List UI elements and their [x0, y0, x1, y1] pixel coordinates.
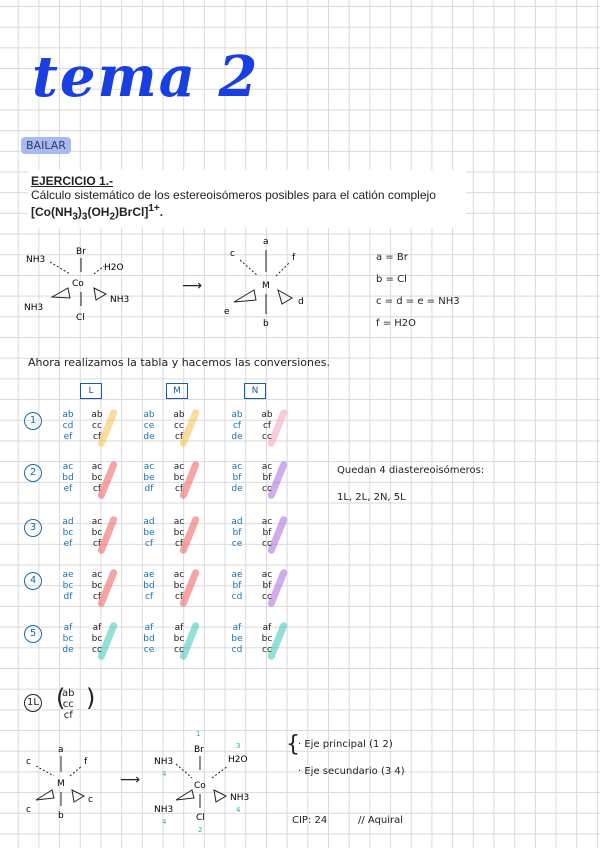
- priority-number: 2: [198, 826, 203, 834]
- ligand-pair: cf: [92, 539, 102, 549]
- priority-number: 3: [236, 742, 241, 750]
- ligand-a: a: [58, 745, 64, 755]
- ligand-upper-right: H2O: [104, 263, 124, 273]
- ligand-pair: ac: [91, 517, 103, 527]
- ligand-h2o: H2O: [228, 755, 248, 765]
- row-number: 1: [24, 412, 42, 430]
- ligand-pair: ab: [231, 410, 243, 420]
- priority-number: 4: [162, 818, 167, 826]
- ligand-pair: bc: [173, 581, 185, 591]
- ligand-pair: ac: [261, 517, 273, 527]
- table-cell: [256, 410, 278, 443]
- ligand-pair: ac: [261, 462, 273, 472]
- ligand-pair: bc: [91, 634, 103, 644]
- exercise-text: Cálculo sistemático de los estereoisómeros posibles para el catión complejo: [31, 188, 436, 202]
- metal-center: Co: [194, 781, 206, 791]
- table-intro: Ahora realizamos la tabla y hacemos las conversiones.: [28, 356, 330, 369]
- page-title: tema 2: [32, 44, 260, 110]
- ligand-pair: ab: [261, 410, 273, 420]
- ligand-pair: bc: [173, 528, 185, 538]
- priority-number: 1: [196, 730, 201, 738]
- exercise-formula: $[Co(NH_3)_3(OH_2)BrCl]^{1+}$.: [31, 203, 164, 223]
- result-list: 1L, 2L, 2N, 5L: [337, 492, 406, 503]
- ligand-nh3: NH3: [154, 805, 174, 815]
- ligand-pair: cc: [174, 421, 184, 431]
- table-cell: [226, 410, 248, 443]
- table-cell: [168, 410, 190, 443]
- ligand-pair: be: [143, 473, 155, 483]
- ligand-pair: ef: [63, 432, 73, 442]
- ligand-pair: bd: [143, 634, 155, 644]
- ligand-pair: ad: [143, 517, 155, 527]
- ligand-pair: ac: [173, 570, 185, 580]
- reaction-arrow: ⟶: [182, 278, 203, 294]
- ligand-pair: cf: [92, 432, 102, 442]
- isomer-matrix: [62, 688, 74, 721]
- section-tag: BAILAR: [21, 137, 71, 154]
- legend-item: c = d = e = NH3: [376, 296, 460, 307]
- ligand-pair: ac: [173, 517, 185, 527]
- complex-diagram-m: [220, 232, 320, 332]
- ligand-f: f: [292, 253, 296, 263]
- table-cell: [168, 623, 190, 656]
- ligand-pair: af: [232, 623, 242, 633]
- complex-diagram-cip: [150, 728, 270, 838]
- ligand-pair: de: [62, 645, 74, 655]
- ligand-pair: cd: [231, 645, 243, 655]
- ligand-c: c: [88, 795, 93, 805]
- ligand-a: a: [263, 237, 269, 247]
- ligand-pair: de: [231, 484, 243, 494]
- row-number: 4: [24, 572, 42, 590]
- ligand-pair: af: [174, 623, 184, 633]
- cip-value: CIP: 24: [292, 815, 328, 826]
- axes-brace: {: [286, 732, 300, 757]
- result-text: Quedan 4 diastereoisómeros:: [337, 465, 485, 476]
- column-header-n: N: [244, 383, 266, 399]
- ligand-pair: cc: [92, 421, 102, 431]
- ligand-pair: cf: [144, 592, 154, 602]
- ligand-pair: df: [144, 484, 154, 494]
- matrix-row: cf: [63, 710, 73, 721]
- table-cell: [256, 517, 278, 550]
- ligand-pair: be: [231, 634, 243, 644]
- ligand-pair: cc: [262, 484, 272, 494]
- ligand-pair: bc: [62, 581, 74, 591]
- ligand-pair: cd: [62, 421, 74, 431]
- metal-center-m: M: [57, 779, 65, 789]
- legend-item: f = H2O: [376, 318, 417, 329]
- ligand-upper-left: NH3: [26, 255, 46, 265]
- ligand-pair: af: [63, 623, 73, 633]
- table-cell: [256, 570, 278, 603]
- ligand-pair: ce: [231, 539, 243, 549]
- ligand-pair: bc: [261, 634, 273, 644]
- ligand-pair: bc: [91, 528, 103, 538]
- ligand-pair: ac: [261, 570, 273, 580]
- legend-item: a = Br: [376, 252, 408, 263]
- ligand-pair: cc: [262, 592, 272, 602]
- table-cell: [168, 517, 190, 550]
- ligand-pair: cf: [144, 539, 154, 549]
- ligand-pair: ae: [143, 570, 155, 580]
- ligand-pair: be: [143, 528, 155, 538]
- matrix-bracket-left: (: [56, 684, 66, 712]
- table-cell: [86, 570, 108, 603]
- ligand-c: c: [26, 757, 31, 767]
- legend-item: b = Cl: [376, 274, 407, 285]
- ligand-pair: ac: [91, 462, 103, 472]
- ligand-pair: de: [231, 432, 243, 442]
- table-cell: [226, 570, 248, 603]
- table-cell: [57, 570, 79, 603]
- ligand-legend: [376, 252, 460, 340]
- ligand-pair: ad: [231, 517, 243, 527]
- ligand-pair: ce: [143, 645, 155, 655]
- ligand-pair: df: [63, 592, 73, 602]
- ligand-pair: cd: [231, 592, 243, 602]
- matrix-row: ab: [62, 688, 75, 699]
- matrix-bracket-right: ): [86, 684, 96, 712]
- ligand-pair: cf: [92, 592, 102, 602]
- axis-secundario: · Eje secundario (3 4): [298, 766, 405, 777]
- table-cell: [226, 623, 248, 656]
- row-number: 5: [24, 625, 42, 643]
- ligand-pair: cf: [92, 484, 102, 494]
- table-cell: [57, 410, 79, 443]
- table-cell: [168, 570, 190, 603]
- metal-center-m: M: [262, 281, 270, 291]
- ligand-pair: ce: [143, 421, 155, 431]
- ligand-br: Br: [194, 745, 204, 755]
- ligand-pair: bf: [262, 528, 272, 538]
- ligand-pair: ef: [63, 539, 73, 549]
- ligand-nh3: NH3: [230, 793, 250, 803]
- ligand-f: f: [84, 757, 88, 767]
- ligand-pair: ab: [173, 410, 185, 420]
- table-cell: [256, 462, 278, 495]
- ligand-pair: cc: [92, 645, 102, 655]
- table-cell: [226, 462, 248, 495]
- ligand-pair: bc: [62, 528, 74, 538]
- ligand-pair: cf: [174, 484, 184, 494]
- ligand-pair: bc: [173, 634, 185, 644]
- ligand-pair: de: [143, 432, 155, 442]
- priority-number: 4: [162, 770, 167, 778]
- ligand-c: c: [26, 805, 31, 815]
- ligand-pair: ac: [91, 570, 103, 580]
- ligand-cl: Cl: [196, 813, 205, 823]
- ligand-pair: bc: [173, 473, 185, 483]
- ligand-pair: bf: [262, 581, 272, 591]
- ligand-e: e: [224, 307, 230, 317]
- ligand-pair: bc: [91, 581, 103, 591]
- ligand-pair: cf: [232, 421, 242, 431]
- ligand-pair: ae: [62, 570, 74, 580]
- ligand-pair: cc: [262, 539, 272, 549]
- table-cell: [138, 517, 160, 550]
- row-number: 3: [24, 519, 42, 537]
- axis-principal: · Eje principal (1 2): [298, 739, 393, 750]
- ligand-pair: ab: [91, 410, 103, 420]
- table-cell: [138, 570, 160, 603]
- table-cell: [86, 462, 108, 495]
- ligand-pair: bd: [62, 473, 74, 483]
- cip-result: // Aquiral: [358, 815, 404, 826]
- ligand-pair: af: [262, 623, 272, 633]
- table-cell: [57, 517, 79, 550]
- table-cell: [138, 410, 160, 443]
- metal-center: Co: [72, 279, 84, 289]
- matrix-row: cc: [62, 699, 74, 710]
- ligand-nh3: NH3: [154, 757, 174, 767]
- ligand-pair: af: [144, 623, 154, 633]
- ligand-pair: bf: [262, 473, 272, 483]
- priority-number: 4: [236, 806, 241, 814]
- reaction-arrow-2: ⟶: [120, 772, 141, 788]
- ligand-pair: af: [92, 623, 102, 633]
- ligand-pair: bc: [91, 473, 103, 483]
- ligand-pair: ac: [231, 462, 243, 472]
- ligand-pair: bd: [143, 581, 155, 591]
- ligand-lower-right: NH3: [110, 295, 130, 305]
- ligand-pair: ac: [173, 462, 185, 472]
- table-cell: [57, 462, 79, 495]
- ligand-pair: cc: [174, 645, 184, 655]
- isomer-label: 1L: [24, 694, 42, 712]
- table-cell: [86, 623, 108, 656]
- table-cell: [57, 623, 79, 656]
- table-cell: [226, 517, 248, 550]
- ligand-pair: ef: [63, 484, 73, 494]
- ligand-d: d: [298, 297, 304, 307]
- table-cell: [138, 623, 160, 656]
- ligand-pair: cf: [174, 432, 184, 442]
- complex-diagram-co: [20, 240, 140, 330]
- ligand-pair: ac: [62, 462, 74, 472]
- ligand-pair: cf: [174, 539, 184, 549]
- table-cell: [256, 623, 278, 656]
- table-cell: [168, 462, 190, 495]
- ligand-b: b: [263, 319, 269, 329]
- ligand-c: c: [230, 249, 235, 259]
- ligand-pair: ad: [62, 517, 74, 527]
- ligand-pair: ac: [143, 462, 155, 472]
- complex-diagram-isomer: [20, 742, 110, 822]
- ligand-pair: bf: [232, 581, 242, 591]
- row-number: 2: [24, 464, 42, 482]
- ligand-pair: bf: [232, 473, 242, 483]
- ligand-pair: cf: [262, 421, 272, 431]
- ligand-pair: cf: [174, 592, 184, 602]
- ligand-top: Br: [76, 247, 86, 257]
- ligand-pair: cc: [262, 432, 272, 442]
- ligand-pair: ab: [62, 410, 74, 420]
- exercise-heading: EJERCICIO 1.-: [31, 174, 114, 188]
- ligand-bottom: Cl: [76, 313, 85, 323]
- exercise-box: [28, 170, 466, 228]
- column-header-m: M: [166, 383, 188, 399]
- ligand-lower-left: NH3: [24, 303, 44, 313]
- column-header-l: L: [80, 383, 102, 399]
- ligand-pair: ae: [231, 570, 243, 580]
- ligand-pair: bc: [62, 634, 74, 644]
- ligand-pair: cc: [262, 645, 272, 655]
- table-cell: [138, 462, 160, 495]
- ligand-pair: ab: [143, 410, 155, 420]
- ligand-pair: bf: [232, 528, 242, 538]
- table-cell: [86, 517, 108, 550]
- table-cell: [86, 410, 108, 443]
- ligand-b: b: [58, 811, 64, 821]
